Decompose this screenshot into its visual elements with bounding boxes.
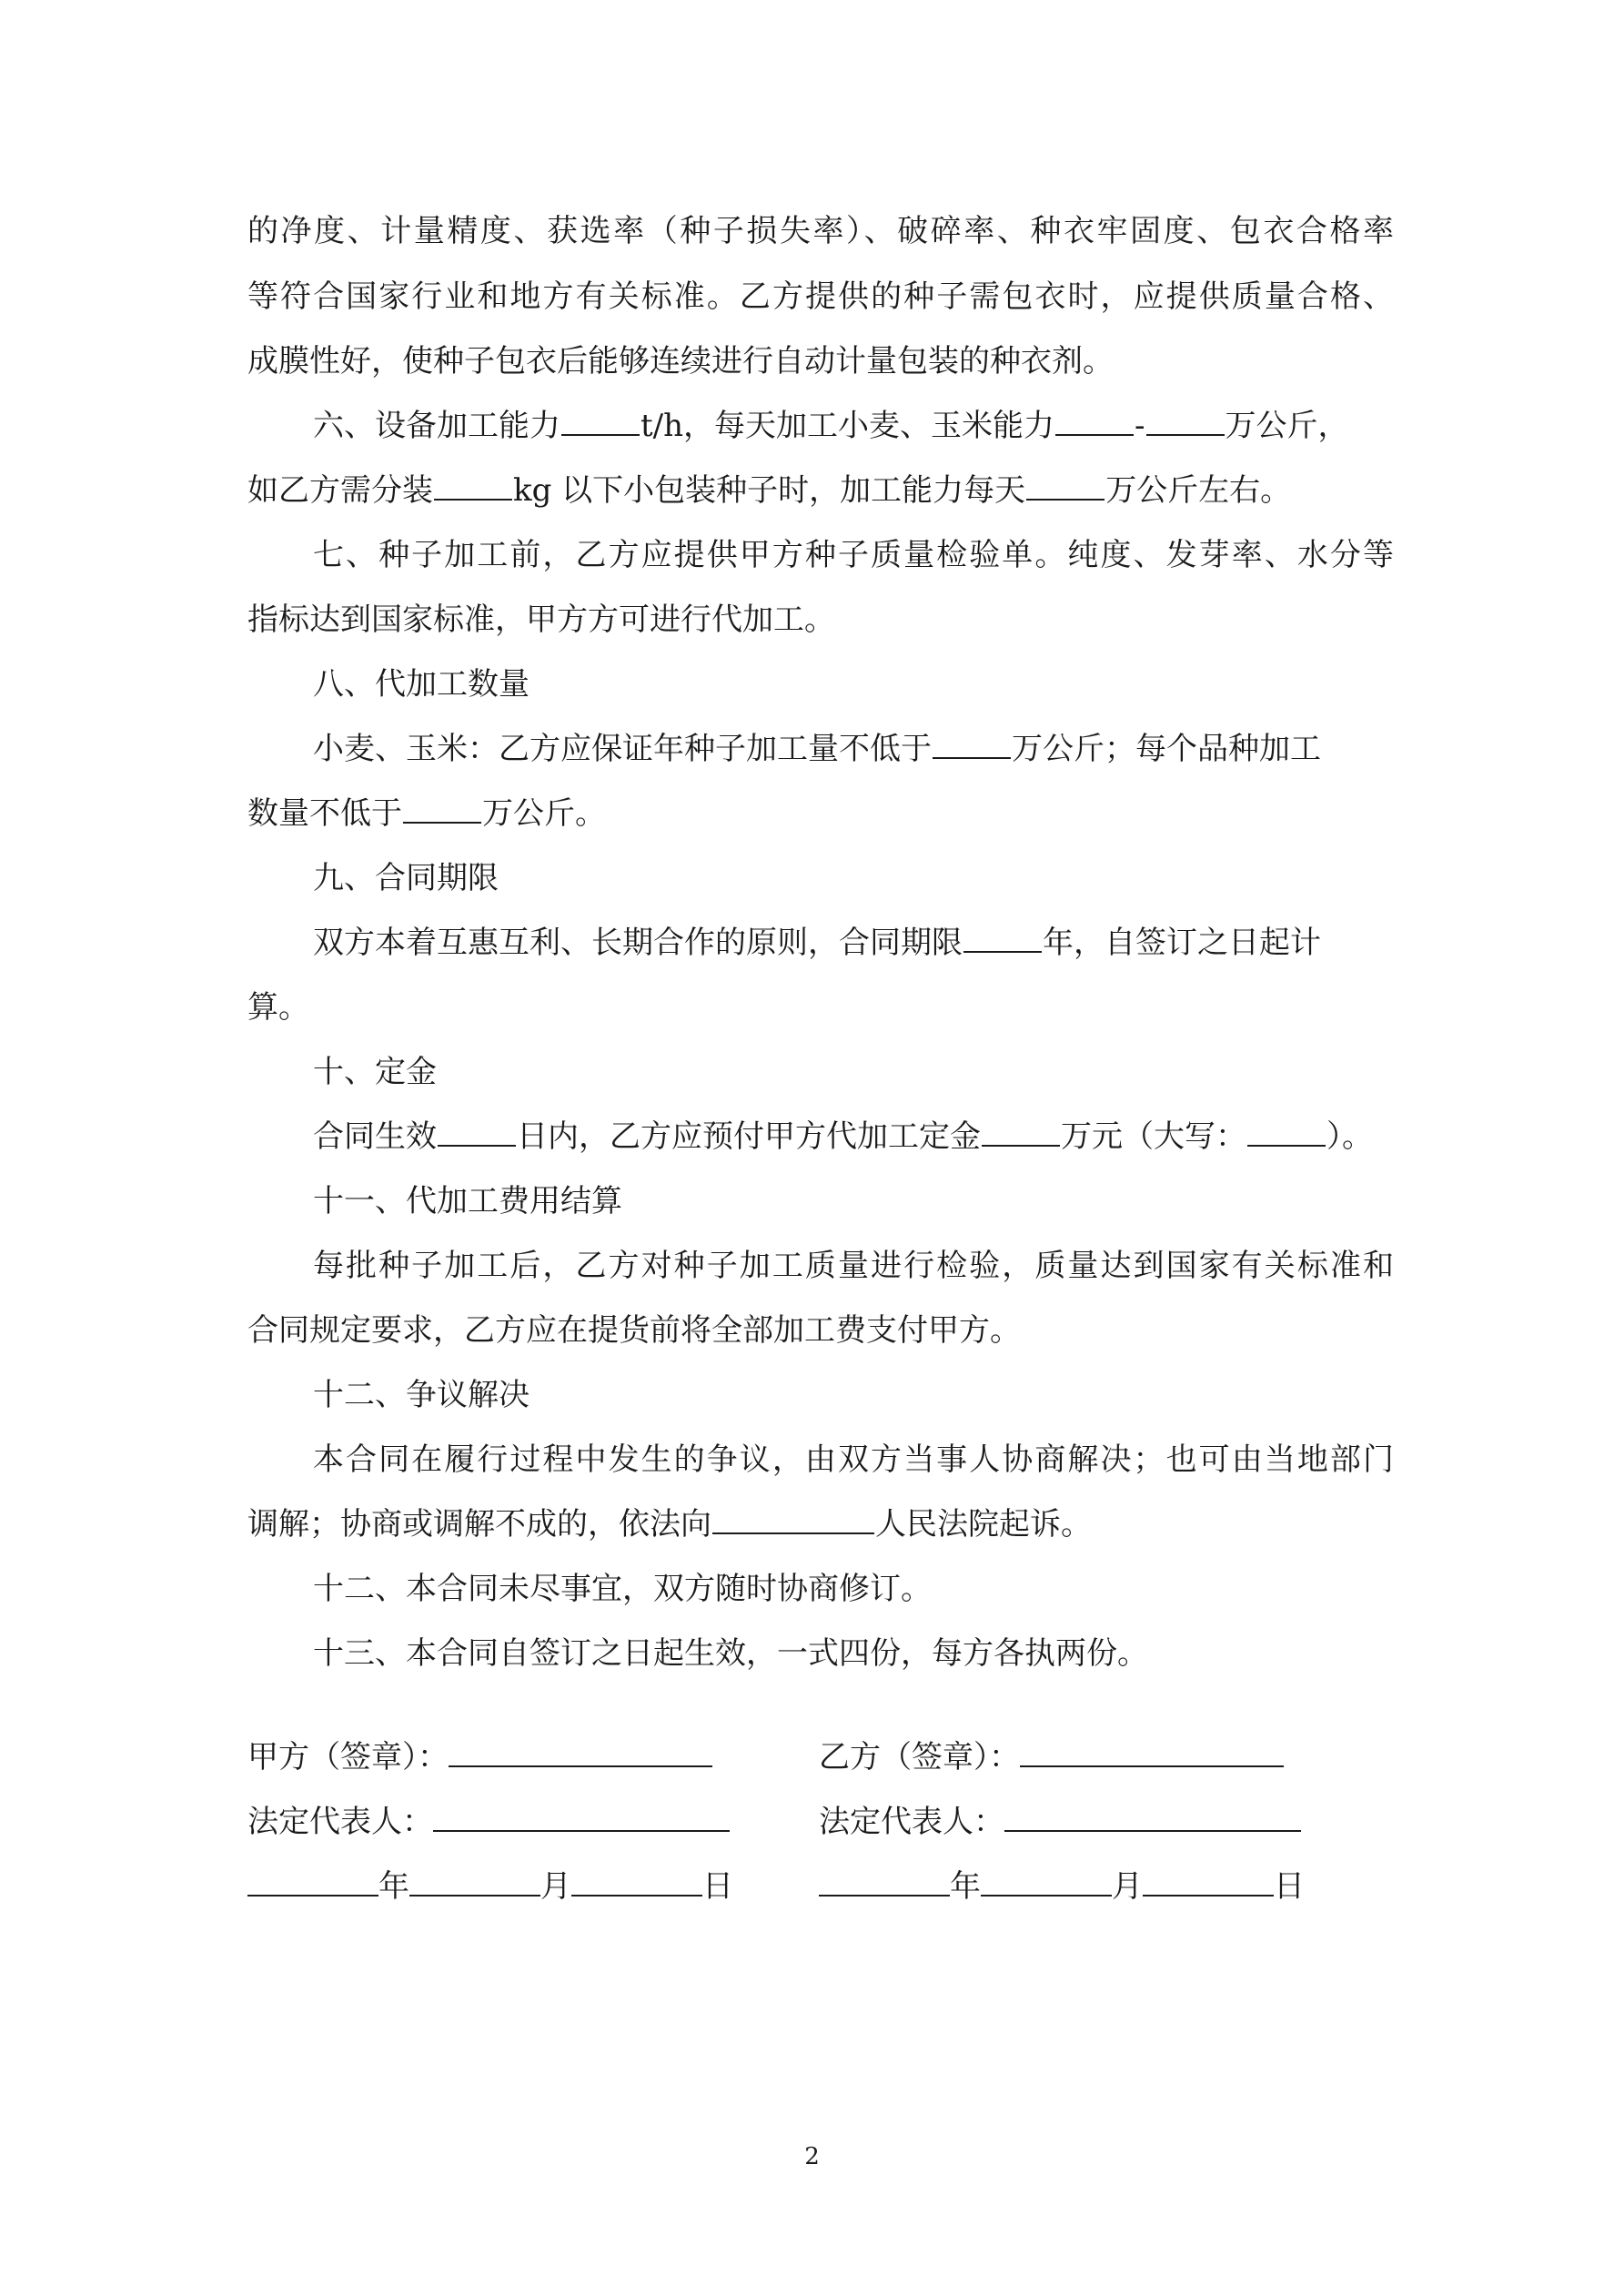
party-b-signature-row [819,1735,1284,1779]
clause-8-line-2 [247,792,1394,835]
party-b-rep-field[interactable] [1004,1803,1301,1832]
clause-text: 数量不低于 [247,795,402,832]
party-a-rep-field[interactable] [433,1803,730,1832]
year-label: 年 [378,1868,409,1905]
clause-10-heading: 十、定金 [313,1054,437,1090]
party-b-label: 乙方（签章）： [819,1739,1020,1775]
clause-text: 年，自签订之日起计 [1043,925,1321,961]
fill-blank[interactable] [438,1118,516,1147]
clause-text: 万公斤， [1225,408,1349,444]
party-b-signature-field[interactable] [1020,1738,1284,1767]
clause-text: kg 以下小包装种子时，加工能力每天 [513,472,1026,509]
clause-text: 万公斤左右。 [1105,472,1292,509]
clause-text: 万公斤。 [482,795,606,832]
fill-blank[interactable] [1146,407,1225,436]
clause-8-line-1 [313,727,1394,771]
day-label: 日 [702,1868,733,1905]
clause-12-line-2 [247,1502,1394,1546]
clause-text: 双方本着互惠互利、长期合作的原则，合同期限 [313,925,963,961]
clause-7-line-2: 指标达到国家标准，甲方方可进行代加工。 [247,602,835,638]
party-a-rep-label: 法定代表人： [247,1804,433,1840]
clause-13: 十三、本合同自签订之日起生效，一式四份，每方各执两份。 [313,1635,1148,1672]
clause-12-heading: 十二、争议解决 [313,1377,530,1413]
clause-10-line-1 [313,1115,1394,1158]
clause-text: 万公斤；每个品种加工 [1012,731,1321,767]
party-b-date-row [819,1865,1305,1908]
fill-blank[interactable] [561,407,640,436]
clause-text: t/h，每天加工小麦、玉米能力 [641,408,1055,444]
month-label: 月 [1112,1868,1143,1905]
paragraph-line: 成膜性好，使种子包衣后能够连续进行自动计量包装的种衣剂。 [247,343,1114,379]
page-number: 2 [804,2143,820,2170]
clause-7-line-1: 七、种子加工前，乙方应提供甲方种子质量检验单。纯度、发芽率、水分等 [313,537,1394,573]
clause-9-line-1 [313,921,1394,965]
party-a-year-field[interactable] [247,1867,378,1896]
party-b-rep-label: 法定代表人： [819,1804,1004,1840]
clause-text: ）。 [1326,1118,1373,1155]
party-b-day-field[interactable] [1143,1867,1274,1896]
clause-text: 万元（大写： [1061,1118,1246,1155]
clause-text: 合同生效 [313,1118,437,1155]
party-a-date-row [247,1865,733,1908]
clause-9-line-2: 算。 [247,989,309,1026]
clause-text: 如乙方需分装 [247,472,433,509]
party-a-month-field[interactable] [409,1867,540,1896]
fill-blank[interactable] [403,794,481,824]
party-a-rep-row [247,1800,730,1844]
clause-text: 日内，乙方应预付甲方代加工定金 [517,1118,981,1155]
clause-9-heading: 九、合同期限 [313,860,499,896]
month-label: 月 [540,1868,571,1905]
clause-text: 人民法院起诉。 [875,1506,1092,1542]
fill-blank[interactable] [982,1118,1060,1147]
fill-blank[interactable] [712,1505,874,1534]
fill-blank[interactable] [1026,471,1105,501]
fill-blank[interactable] [933,730,1011,759]
clause-12b: 十二、本合同未尽事宜，双方随时协商修订。 [313,1571,932,1607]
clause-text: 小麦、玉米：乙方应保证年种子加工量不低于 [313,731,932,767]
clause-text: 调解；协商或调解不成的，依法向 [247,1506,711,1542]
party-b-month-field[interactable] [981,1867,1112,1896]
clause-11-line-2: 合同规定要求，乙方应在提货前将全部加工费支付甲方。 [247,1312,1021,1349]
clause-11-heading: 十一、代加工费用结算 [313,1183,622,1219]
clause-text: 六、设备加工能力 [313,408,560,444]
year-label: 年 [950,1868,981,1905]
day-label: 日 [1274,1868,1305,1905]
clause-6-line-2 [247,469,1394,512]
fill-blank[interactable] [963,924,1042,953]
fill-blank[interactable] [434,471,512,501]
party-a-day-field[interactable] [571,1867,702,1896]
fill-blank[interactable] [1055,407,1134,436]
party-b-year-field[interactable] [819,1867,950,1896]
clause-8-heading: 八、代加工数量 [313,666,530,703]
party-a-label: 甲方（签章）： [247,1739,449,1775]
clause-11-line-1: 每批种子加工后，乙方对种子加工质量进行检验，质量达到国家有关标准和 [313,1248,1394,1284]
party-a-signature-field[interactable] [449,1738,712,1767]
clause-6-line-1 [313,404,1394,448]
party-b-rep-row [819,1800,1301,1844]
party-a-signature-row [247,1735,712,1779]
clause-text: - [1135,408,1145,444]
fill-blank[interactable] [1247,1118,1326,1147]
paragraph-line: 的净度、计量精度、获选率（种子损失率）、破碎率、种衣牢固度、包衣合格率 [247,213,1394,249]
paragraph-line: 等符合国家行业和地方有关标准。乙方提供的种子需包衣时，应提供质量合格、 [247,278,1394,315]
clause-12-line-1: 本合同在履行过程中发生的争议，由双方当事人协商解决；也可由当地部门 [313,1441,1394,1478]
